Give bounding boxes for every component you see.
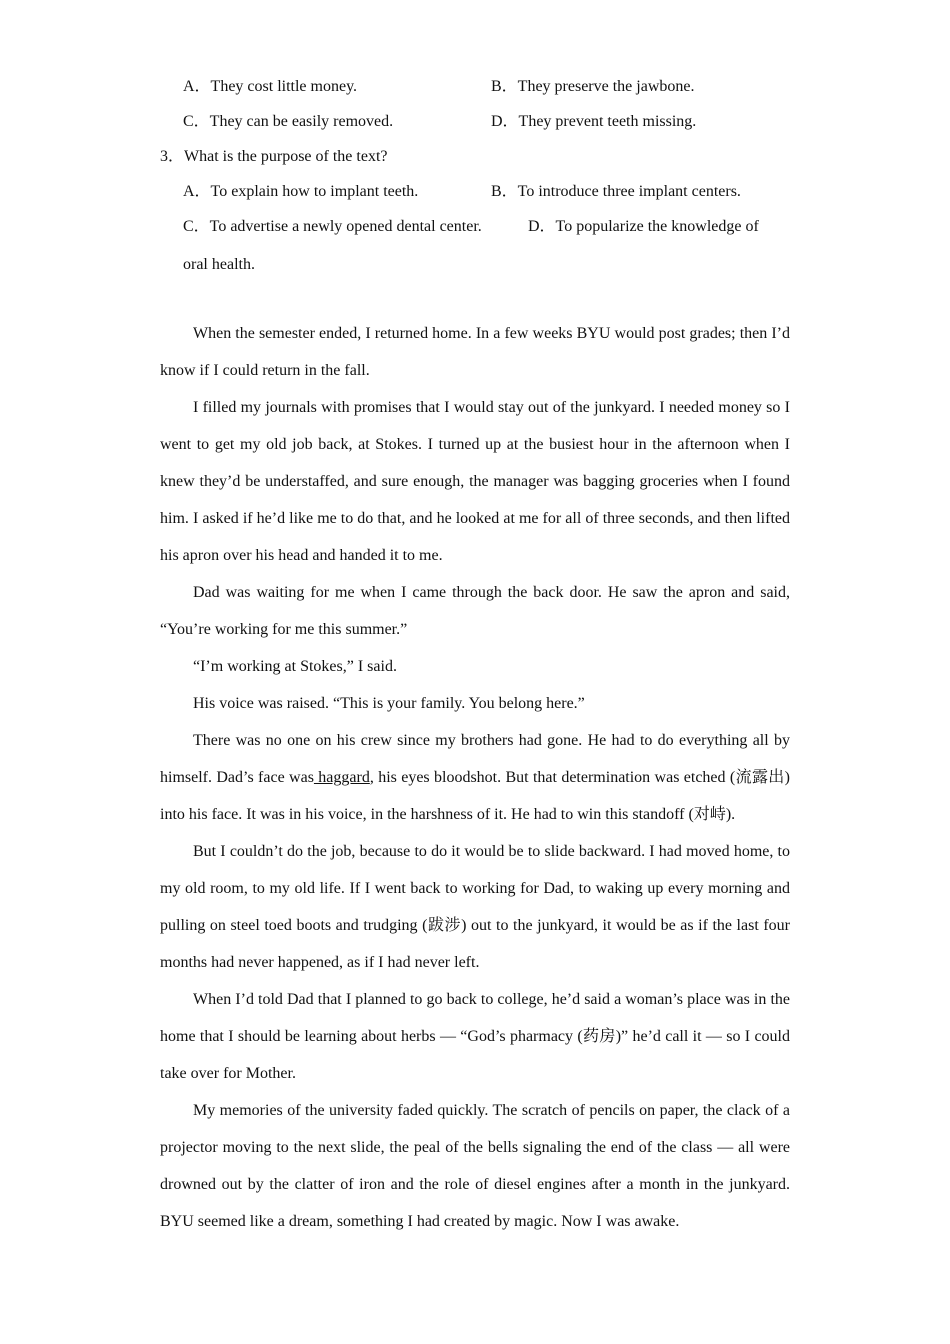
reading-passage	[160, 315, 790, 1240]
passage-paragraph-4: “I’m working at Stokes,” I said.	[193, 658, 397, 675]
q2-option-c[interactable]: C．They can be easily removed.	[183, 113, 394, 130]
passage-paragraph-5: His voice was raised. “This is your family. You belong here.”	[193, 695, 585, 712]
passage-paragraph-6	[160, 722, 790, 833]
passage-paragraph-3: Dad was waiting for me when I came through the back door. He saw the apron and said, “You’re working for me this summer.”	[160, 584, 790, 638]
p6-text-before: There was no one on his crew since my brothers had gone. He had to do everything all by himself. Dad’s face was	[160, 732, 790, 786]
passage-paragraph-8: When I’d told Dad that I planned to go back to college, he’d said a woman’s place was in the home that I should be learning about herbs — “God’s pharmacy (药房)” he’d call it — so I could take over for Mother.	[160, 991, 790, 1082]
q3-option-b[interactable]: B．To introduce three implant centers.	[491, 183, 741, 200]
passage-paragraph-2: I filled my journals with promises that I would stay out of the junkyard. I needed money so I went to get my old job back, at Stokes. I turned up at the busiest hour in the afternoon when I knew they’d be understaffed, and sure enough, the manager was bagging groceries when I found him. I asked if he’d like me to do that, and he looked at me for all of three seconds, and then lifted his apron over his head and handed it to me.	[160, 399, 790, 564]
q3-option-a[interactable]: A．To explain how to implant teeth.	[183, 183, 419, 200]
p6-text-after: , his eyes bloodshot. But that determination was etched (流露出) into his face. It was in his voice, in the harshness of it. He had to win this standoff (对峙).	[160, 769, 791, 823]
question-3-stem: 3．What is the purpose of the text?	[160, 148, 388, 165]
passage-paragraph-9: My memories of the university faded quickly. The scratch of pencils on paper, the clack of a projector moving to the next slide, the peal of the bells signaling the end of the class — all were drowned out by the clatter of iron and the role of diesel engines after a month in the junkyard. BYU seemed like a dream, something I had created by magic. Now I was awake.	[160, 1102, 790, 1230]
q3-option-c[interactable]: C．To advertise a newly opened dental center.	[183, 218, 482, 235]
passage-paragraph-1: When the semester ended, I returned home. In a few weeks BYU would post grades; then I’d know if I could return in the fall.	[160, 325, 790, 379]
q2-option-d[interactable]: D．They prevent teeth missing.	[491, 113, 697, 130]
q3-option-d-continuation: oral health.	[183, 256, 255, 273]
underlined-word-haggard: haggard	[313, 769, 370, 786]
q2-option-a[interactable]: A．They cost little money.	[183, 78, 358, 95]
passage-paragraph-7: But I couldn’t do the job, because to do it would be to slide backward. I had moved home, to my old room, to my old life. If I went back to working for Dad, to waking up every morning and pulling on steel toed boots and trudging (跋涉) out to the junkyard, it would be as if the last four months had never happened, as if I had never left.	[160, 843, 790, 971]
q3-option-d[interactable]: D．To popularize the knowledge of	[528, 218, 759, 235]
q2-option-b[interactable]: B．They preserve the jawbone.	[491, 78, 695, 95]
